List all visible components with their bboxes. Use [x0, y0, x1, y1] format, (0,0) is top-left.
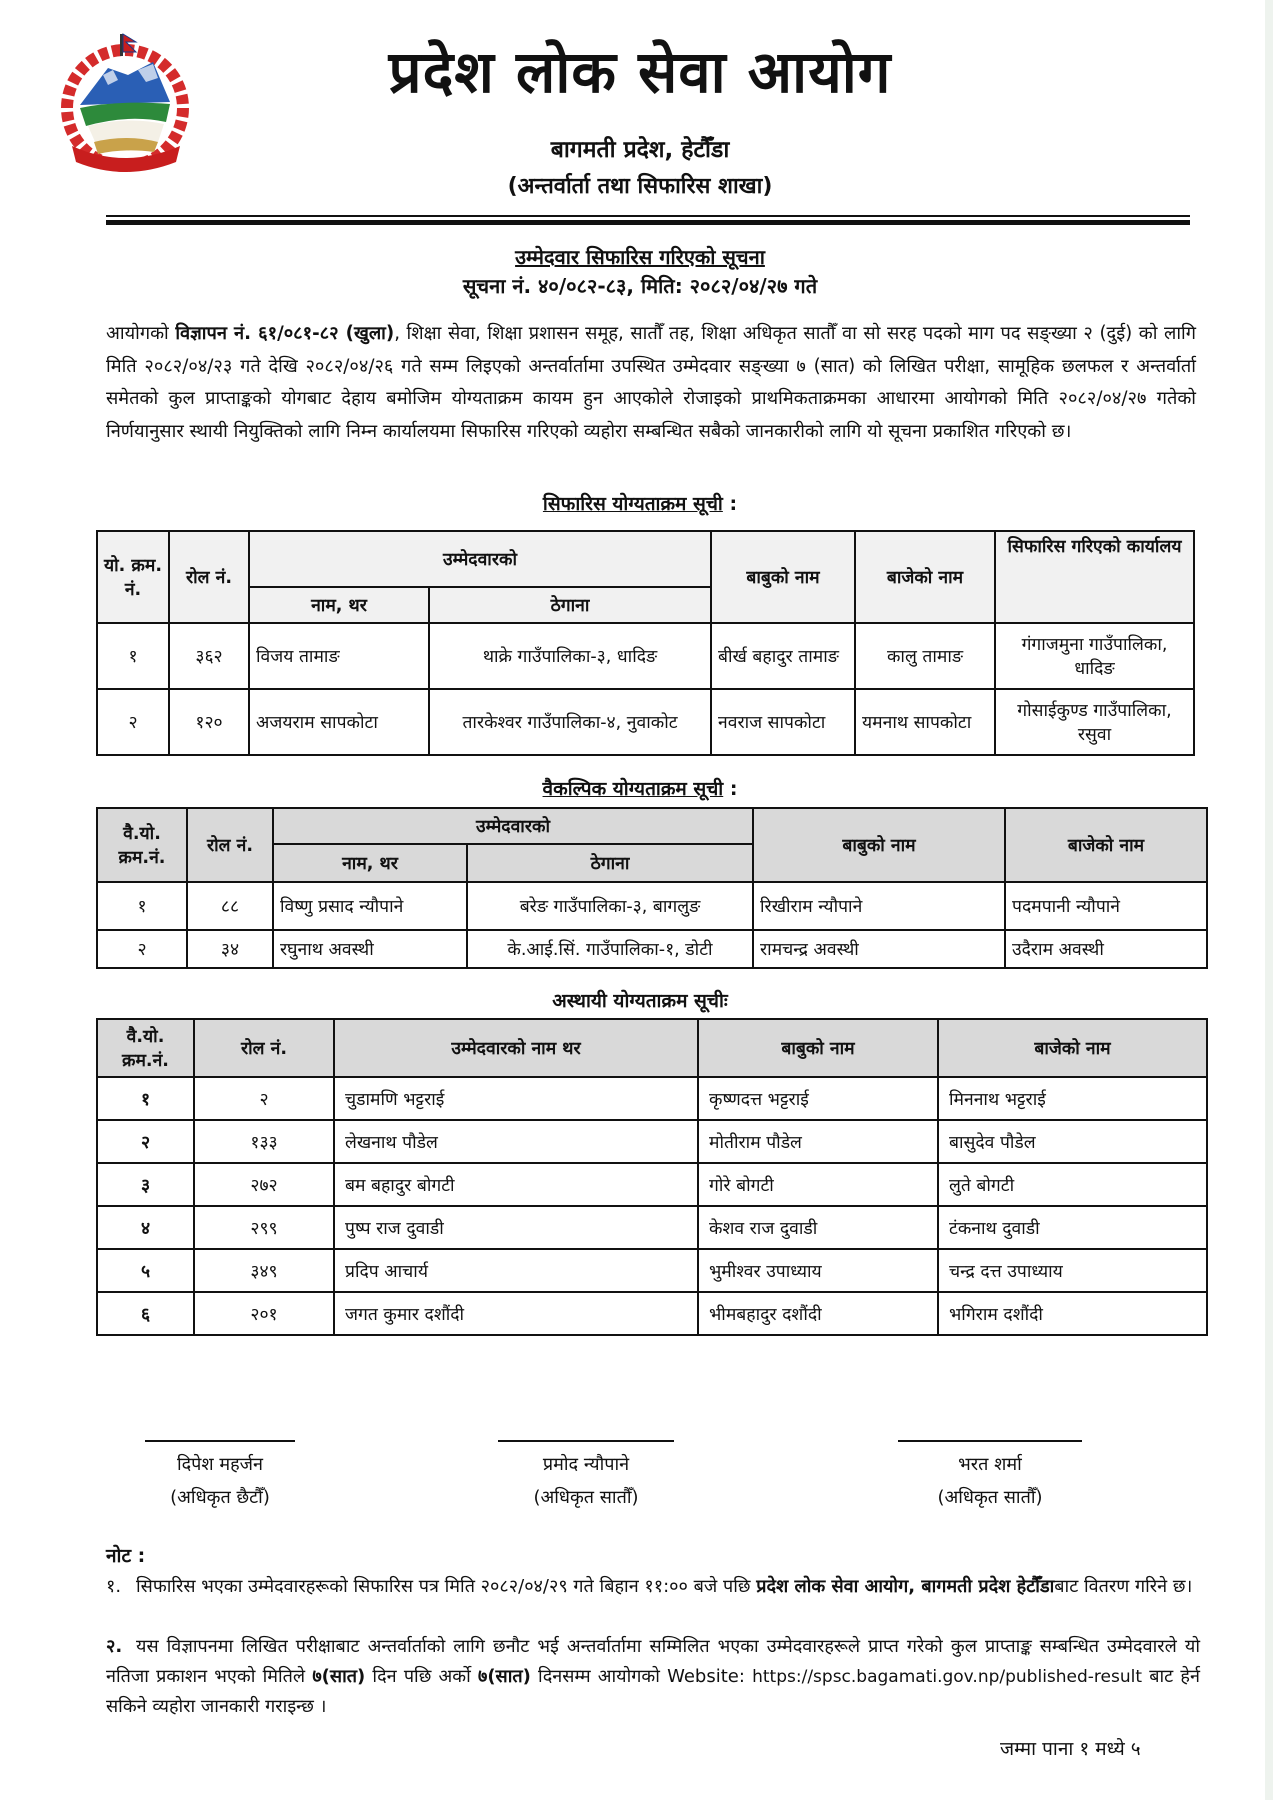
cell-father: रिखीराम न्यौपाने: [753, 882, 1005, 930]
header-roll: रोल नं.: [187, 808, 273, 882]
header-name: नाम, थर: [249, 587, 429, 623]
table-row: [97, 689, 1194, 755]
cell-name: पुष्प राज दुवाडी: [334, 1206, 698, 1249]
header-rank: वै.यो. क्रम.नं.: [97, 1019, 194, 1077]
cell-father: कृष्णदत्त भट्टराई: [698, 1077, 938, 1120]
cell-rank: १: [97, 882, 187, 930]
cell-roll: १३३: [194, 1120, 334, 1163]
cell-name: विष्णु प्रसाद न्यौपाने: [273, 882, 467, 930]
page-edge: [1265, 0, 1273, 1800]
organization-location: बागमती प्रदेश, हेटौँडा: [550, 137, 730, 163]
cell-rank: ५: [97, 1249, 194, 1292]
table-row: [97, 930, 1207, 968]
cell-grandfather: लुते बोगटी: [938, 1163, 1207, 1206]
note-text: यस विज्ञापनमा लिखित परीक्षाबाट अन्तर्वार्ताको लागि छनौट भई अन्तर्वार्तामा सम्मिलित भएका उम्मेदवारहरूले प्राप्त गरेको कुल प्राप्ताङ्क सम्बन्धित उम्मेदवारले यो नतिजा प्रकाशन भएको मितिले: [106, 1636, 1200, 1687]
temporary-table: [96, 1018, 1208, 1336]
cell-roll: २७२: [194, 1163, 334, 1206]
signatory-1: [110, 1440, 330, 1514]
note-bold: ७(सात): [312, 1666, 366, 1687]
header-address: ठेगाना: [429, 587, 711, 623]
table-row: [97, 1206, 1207, 1249]
note-2: [106, 1632, 1200, 1722]
header-name: नाम, थर: [273, 844, 467, 882]
cell-grandfather: चन्द्र दत्त उपाध्याय: [938, 1249, 1207, 1292]
note-text: सिफारिस भएका उम्मेदवारहरूको सिफारिस पत्र मिति २०८२/०४/२९ गते बिहान ११:०० बजे पछि: [136, 1576, 757, 1597]
cell-rank: २: [97, 689, 169, 755]
cell-rank: ३: [97, 1163, 194, 1206]
signatory-2: [476, 1440, 696, 1514]
cell-name: प्रदिप आचार्य: [334, 1249, 698, 1292]
cell-grandfather: बासुदेव पौडेल: [938, 1120, 1207, 1163]
cell-father: बीर्ख बहादुर तामाङ: [711, 623, 855, 689]
cell-roll: ३४: [187, 930, 273, 968]
header-grandfather: बाजेको नाम: [1005, 808, 1207, 882]
organization-branch: (अन्तर्वार्ता तथा सिफारिस शाखा): [507, 174, 773, 199]
cell-grandfather: मिननाथ भट्टराई: [938, 1077, 1207, 1120]
colon: :: [723, 778, 738, 800]
cell-father: गोरे बोगटी: [698, 1163, 938, 1206]
recommended-title-text: सिफारिस योग्यताक्रम सूची: [542, 493, 723, 515]
note-1: [106, 1572, 1200, 1602]
cell-rank: २: [97, 930, 187, 968]
header-grandfather: बाजेको नाम: [855, 531, 995, 623]
cell-office: गोसाईकुण्ड गाउँपालिका, रसुवा: [995, 689, 1194, 755]
signatory-name: भरत शर्मा: [958, 1453, 1022, 1475]
cell-father: केशव राज दुवाडी: [698, 1206, 938, 1249]
header-grandfather: बाजेको नाम: [938, 1019, 1207, 1077]
note-bold: ७(सात): [477, 1666, 531, 1687]
notice-title: [230, 243, 1050, 270]
cell-roll: २: [194, 1077, 334, 1120]
results-website-link[interactable]: https://spsc.bagamati.gov.np/published-result: [752, 1667, 1143, 1687]
cell-roll: ८८: [187, 882, 273, 930]
cell-grandfather: यमनाथ सापकोटा: [855, 689, 995, 755]
cell-grandfather: पदमपानी न्यौपाने: [1005, 882, 1207, 930]
cell-name: जगत कुमार दशौंदी: [334, 1292, 698, 1335]
cell-roll: २९९: [194, 1206, 334, 1249]
signatory-name: प्रमोद न्यौपाने: [542, 1453, 630, 1475]
cell-grandfather: उदैराम अवस्थी: [1005, 930, 1207, 968]
organization-title: प्रदेश लोक सेवा आयोग: [388, 38, 892, 106]
cell-father: भुमीश्वर उपाध्याय: [698, 1249, 938, 1292]
header-candidate: उम्मेदवारको: [273, 808, 753, 844]
cell-rank: १: [97, 623, 169, 689]
notice-title-text: उम्मेदवार सिफारिस गरिएको सूचना: [515, 245, 765, 269]
nepal-emblem-logo: [58, 30, 193, 175]
cell-address: तारकेश्वर गाउँपालिका-४, नुवाकोट: [429, 689, 711, 755]
note-text-mid: दिन पछि अर्को: [365, 1666, 478, 1687]
table-row: [97, 1077, 1207, 1120]
header-rank: यो. क्रम. नं.: [97, 531, 169, 623]
header-divider-thin: [106, 215, 1190, 217]
table-row: [97, 1163, 1207, 1206]
para-rest: , शिक्षा सेवा, शिक्षा प्रशासन समूह, सातौँ तह, शिक्षा अधिकृत सातौँ वा सो सरह पदको माग पद सङ्ख्या २ (दुई) को लागि मिति २०८२/०४/२३ गते देखि २०८२/०४/२६ गते सम्म लिइएको अन्तर्वार्तामा उपस्थित उम्मेदवार सङ्ख्या ७ (सात) को लिखित परीक्षा, सामूहिक छलफल र अन्तर्वार्ता समेतको कुल प्राप्ताङ्कको योगबाट देहाय बमोजिम योग्यताक्रम कायम हुन आएकोले रोजाइको प्राथमिकताक्रमका आधारमा आयोगको मिति २०८२/०४/२७ गतेको निर्णयानुसार स्थायी नियुक्तिको लागि निम्न कार्यालयमा सिफारिस गरिएको व्यहोरा सम्बन्धित सबैको जानकारीको लागि यो सूचना प्रकाशित गरिएको छ।: [106, 323, 1197, 442]
signatory-name: दिपेश महर्जन: [176, 1453, 264, 1475]
cell-address: थाक्रे गाउँपालिका-३, धादिङ: [429, 623, 711, 689]
note-text-mid: दिनसम्म आयोगको Website:: [530, 1666, 753, 1687]
cell-rank: २: [97, 1120, 194, 1163]
cell-father: रामचन्द्र अवस्थी: [753, 930, 1005, 968]
cell-rank: १: [97, 1077, 194, 1120]
page-count: जम्मा पाना १ मध्ये ५: [1000, 1738, 1141, 1760]
signature-line: [898, 1440, 1082, 1442]
table-row: [97, 882, 1207, 930]
signatory-post: (अधिकृत सातौँ): [937, 1486, 1043, 1508]
cell-name: चुडामणि भट्टराई: [334, 1077, 698, 1120]
signatory-post: (अधिकृत सातौँ): [533, 1486, 639, 1508]
cell-address: के.आई.सिं. गाउँपालिका-१, डोटी: [467, 930, 753, 968]
note-number: २.: [106, 1636, 123, 1657]
signatory-post: (अधिकृत छैटौँ): [170, 1486, 270, 1508]
alternate-title-text: वैकल्पिक योग्यताक्रम सूची: [542, 778, 724, 800]
cell-address: बरेङ गाउँपालिका-३, बागलुङ: [467, 882, 753, 930]
signatory-3: [880, 1440, 1100, 1514]
colon: :: [722, 493, 738, 515]
note-text-end: बाट वितरण गरिने छ।: [1054, 1576, 1193, 1597]
advertisement-number: विज्ञापन नं. ६१/०८१-८२ (खुला): [175, 323, 395, 344]
cell-rank: ४: [97, 1206, 194, 1249]
header-name: उम्मेदवारको नाम थर: [334, 1019, 698, 1077]
table-row: [97, 1249, 1207, 1292]
header-father: बाबुको नाम: [698, 1019, 938, 1077]
notes-heading: नोट :: [106, 1545, 146, 1567]
note-text-end: बाट हेर्न सकिने व्यहोरा जानकारी गराइन्छ ।: [106, 1666, 1200, 1717]
note-number: १.: [106, 1576, 122, 1597]
signature-line: [145, 1440, 295, 1442]
cell-name: विजय तामाङ: [249, 623, 429, 689]
cell-name: रघुनाथ अवस्थी: [273, 930, 467, 968]
cell-father: मोतीराम पौडेल: [698, 1120, 938, 1163]
header-roll: रोल नं.: [169, 531, 249, 623]
para-start: आयोगको: [106, 323, 176, 344]
cell-office: गंगाजमुना गाउँपालिका, धादिङ: [995, 623, 1194, 689]
header-father: बाबुको नाम: [711, 531, 855, 623]
notice-paragraph: [106, 318, 1196, 448]
cell-grandfather: कालु तामाङ: [855, 623, 995, 689]
header-divider-thick: [106, 220, 1190, 225]
cell-roll: ३४९: [194, 1249, 334, 1292]
cell-name: बम बहादुर बोगटी: [334, 1163, 698, 1206]
header-office: सिफारिस गरिएको कार्यालय: [995, 531, 1194, 623]
cell-name: लेखनाथ पौडेल: [334, 1120, 698, 1163]
cell-roll: २०१: [194, 1292, 334, 1335]
cell-father: नवराज सापकोटा: [711, 689, 855, 755]
notice-number: सूचना नं. ४०/०८२-८३, मिति: २०८२/०४/२७ गते: [462, 274, 818, 298]
header-father: बाबुको नाम: [753, 808, 1005, 882]
table-row: [97, 623, 1194, 689]
temporary-list-title: अस्थायी योग्यताक्रम सूचीः: [552, 990, 728, 1012]
header-rank: वै.यो. क्रम.नं.: [97, 808, 187, 882]
cell-grandfather: भगिराम दशौंदी: [938, 1292, 1207, 1335]
cell-name: अजयराम सापकोटा: [249, 689, 429, 755]
header-roll: रोल नं.: [194, 1019, 334, 1077]
header-address: ठेगाना: [467, 844, 753, 882]
recommended-table: [96, 530, 1195, 756]
signature-line: [498, 1440, 674, 1442]
alternate-table: [96, 807, 1208, 969]
table-row: [97, 1120, 1207, 1163]
cell-grandfather: टंकनाथ दुवाडी: [938, 1206, 1207, 1249]
alternate-list-title: [200, 775, 1080, 801]
note-bold: प्रदेश लोक सेवा आयोग, बागमती प्रदेश हेटौँडा: [756, 1576, 1055, 1597]
cell-roll: १२०: [169, 689, 249, 755]
table-row: [97, 1292, 1207, 1335]
cell-roll: ३६२: [169, 623, 249, 689]
cell-rank: ६: [97, 1292, 194, 1335]
header-candidate: उम्मेदवारको: [249, 531, 711, 587]
recommended-list-title: [200, 490, 1080, 516]
cell-father: भीमबहादुर दशौंदी: [698, 1292, 938, 1335]
